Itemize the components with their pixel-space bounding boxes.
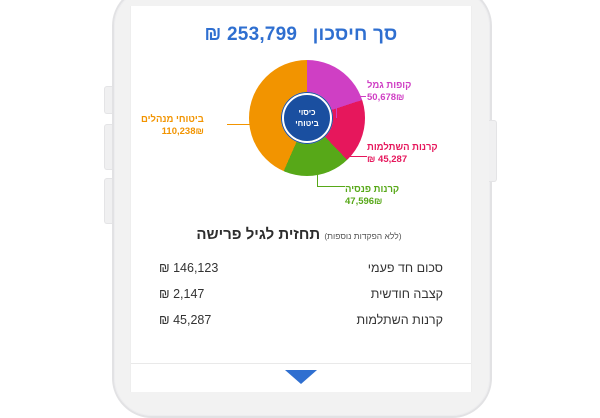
legend-bituach-value: 110,238₪ (161, 126, 204, 137)
forecast-rows (157, 255, 445, 333)
leader-stem-pensia (317, 164, 318, 186)
legend-hishtalmut-name: קרנות השתלמות (367, 142, 438, 153)
legend-pensia-name: קרנות פנסיה (345, 184, 400, 195)
phone-volume-up-button[interactable] (104, 124, 112, 170)
legend-gemel-name: קופות גמל (367, 80, 412, 91)
table-row (157, 281, 445, 307)
page-title (131, 24, 471, 46)
legend-label-bituach[interactable] (141, 114, 204, 138)
legend-label-hishtalmut[interactable] (367, 142, 438, 166)
section-divider (131, 363, 471, 364)
forecast-row-value: 146,123 ₪ (159, 261, 219, 275)
center-badge-line2: ביטוחי (295, 119, 319, 128)
forecast-row-value: 2,147 ₪ (159, 287, 205, 301)
savings-donut-chart (131, 56, 471, 224)
donut-ring[interactable] (249, 60, 365, 176)
center-coverage-badge[interactable] (282, 93, 332, 143)
table-row (157, 307, 445, 333)
leader-stem-gemel (336, 96, 337, 118)
forecast-row-label: קצבה חודשית (370, 287, 443, 301)
legend-bituach-name: ביטוחי מנהלים (141, 114, 204, 125)
phone-power-button[interactable] (489, 120, 497, 182)
forecast-row-value: 45,287 ₪ (159, 313, 212, 327)
phone-screen (130, 6, 472, 392)
legend-hishtalmut-value: 45,287 ₪ (367, 154, 408, 165)
table-row (157, 255, 445, 281)
phone-mute-switch[interactable] (104, 86, 112, 114)
forecast-row-label: סכום חד פעמי (367, 261, 443, 275)
forecast-subtitle: (ללא הפקדות נוספות) (324, 231, 402, 241)
leader-line-pensia (317, 186, 345, 187)
legend-pensia-value: 47,596₪ (345, 196, 383, 207)
chevron-down-icon[interactable] (285, 370, 317, 384)
leader-line-bituach (227, 124, 257, 125)
phone-volume-down-button[interactable] (104, 178, 112, 224)
legend-gemel-value: 50,678₪ (367, 92, 405, 103)
forecast-title-text: תחזית לגיל פרישה (196, 226, 321, 243)
leader-line-gemel (336, 96, 366, 97)
leader-line-hishtalmut (345, 156, 367, 157)
legend-label-pensia[interactable] (345, 184, 399, 208)
total-savings-label: סך חיסכון (312, 24, 398, 45)
forecast-row-label: קרנות השתלמות (356, 313, 443, 327)
forecast-section-title (131, 226, 471, 243)
legend-label-gemel[interactable] (367, 80, 411, 104)
center-badge-line1: כיסוי (298, 108, 316, 117)
total-savings-amount: 253,799 ₪ (204, 24, 298, 45)
